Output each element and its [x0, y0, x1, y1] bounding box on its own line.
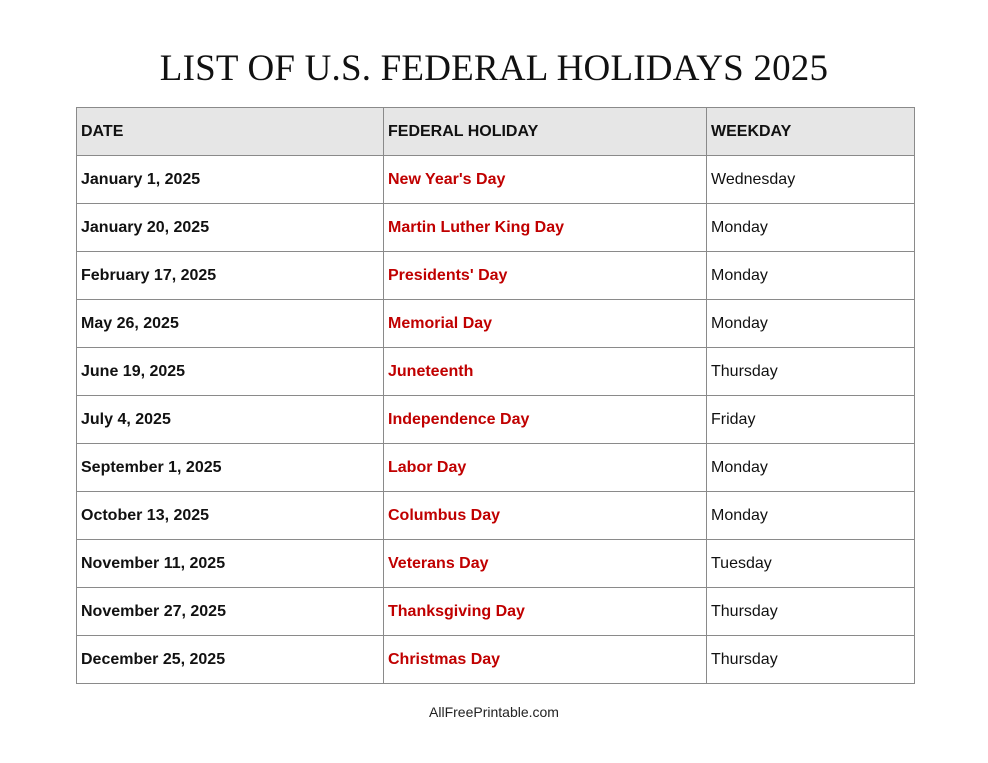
holiday-cell: Labor Day — [384, 444, 707, 492]
table-row — [77, 348, 915, 396]
table-row — [77, 396, 915, 444]
table-row — [77, 588, 915, 636]
weekday-cell: Monday — [707, 300, 915, 348]
date-cell: December 25, 2025 — [77, 636, 384, 684]
table-row — [77, 636, 915, 684]
table-row — [77, 492, 915, 540]
weekday-cell: Friday — [707, 396, 915, 444]
date-cell: September 1, 2025 — [77, 444, 384, 492]
holiday-cell: Independence Day — [384, 396, 707, 444]
weekday-cell: Monday — [707, 204, 915, 252]
date-cell: November 11, 2025 — [77, 540, 384, 588]
date-cell: June 19, 2025 — [77, 348, 384, 396]
table-row — [77, 540, 915, 588]
table-row — [77, 156, 915, 204]
holiday-cell: Veterans Day — [384, 540, 707, 588]
column-header-weekday: WEEKDAY — [707, 108, 915, 156]
weekday-cell: Thursday — [707, 588, 915, 636]
holiday-cell: New Year's Day — [384, 156, 707, 204]
weekday-cell: Thursday — [707, 348, 915, 396]
date-cell: October 13, 2025 — [77, 492, 384, 540]
holiday-cell: Columbus Day — [384, 492, 707, 540]
table-row — [77, 444, 915, 492]
date-cell: July 4, 2025 — [77, 396, 384, 444]
weekday-cell: Wednesday — [707, 156, 915, 204]
date-cell: May 26, 2025 — [77, 300, 384, 348]
holidays-table — [76, 107, 915, 684]
date-cell: January 20, 2025 — [77, 204, 384, 252]
table-row — [77, 252, 915, 300]
table-row — [77, 204, 915, 252]
column-header-date: DATE — [77, 108, 384, 156]
table-row — [77, 300, 915, 348]
holiday-cell: Martin Luther King Day — [384, 204, 707, 252]
footer-source: AllFreePrintable.com — [429, 704, 559, 720]
holiday-cell: Juneteenth — [384, 348, 707, 396]
weekday-cell: Monday — [707, 492, 915, 540]
weekday-cell: Monday — [707, 444, 915, 492]
weekday-cell: Thursday — [707, 636, 915, 684]
weekday-cell: Tuesday — [707, 540, 915, 588]
holiday-cell: Thanksgiving Day — [384, 588, 707, 636]
weekday-cell: Monday — [707, 252, 915, 300]
date-cell: November 27, 2025 — [77, 588, 384, 636]
column-header-federal-holiday: FEDERAL HOLIDAY — [384, 108, 707, 156]
holiday-cell: Memorial Day — [384, 300, 707, 348]
holiday-cell: Christmas Day — [384, 636, 707, 684]
holiday-cell: Presidents' Day — [384, 252, 707, 300]
date-cell: January 1, 2025 — [77, 156, 384, 204]
table-header-row — [77, 108, 915, 156]
page-title: LIST OF U.S. FEDERAL HOLIDAYS 2025 — [159, 48, 829, 89]
date-cell: February 17, 2025 — [77, 252, 384, 300]
